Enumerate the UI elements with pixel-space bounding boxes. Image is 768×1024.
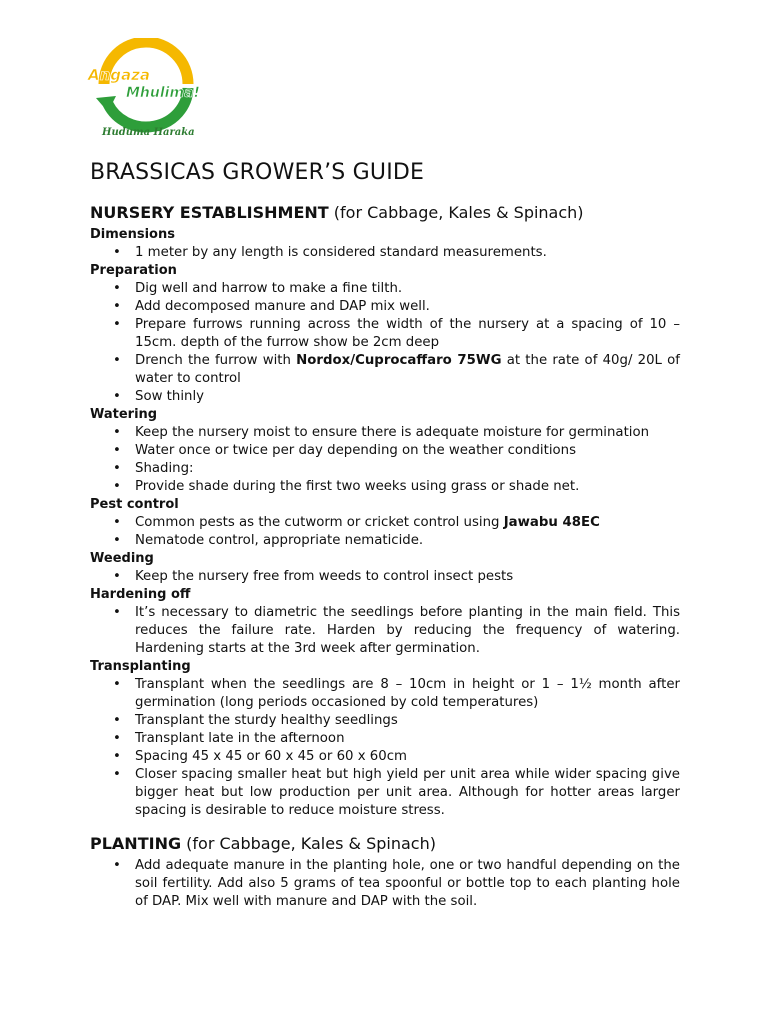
list-item: • 1 meter by any length is considered standard measurements. [90, 244, 680, 262]
product-name: Nordox/Cuprocaffaro 75WG [296, 353, 502, 368]
planting-heading-main: PLANTING [90, 834, 182, 853]
list-item: • Transplant when the seedlings are 8 – 10cm in height or 1 – 1½ month after germination (long periods occasioned by cold temperatures) [90, 676, 680, 712]
list-item: • Shading: [90, 460, 680, 478]
list-item [90, 352, 680, 388]
logo-word-1: Angaza [88, 66, 150, 84]
planting-heading [90, 834, 680, 853]
document-body [90, 160, 680, 911]
list-item: • Closer spacing smaller heat but high yield per unit area while wider spacing give bigger heat but low production per unit area. Although for hotter areas larger spacing is desirable to reduce moisture stress. [90, 766, 680, 820]
list-item: • Add adequate manure in the planting hole, one or two handful depending on the soil fertility. Add also 5 grams of tea spoonful or bottle top to each planting hole of DAP. Mix well with manure and DAP with the soil. [90, 857, 680, 911]
pest-control-list [90, 514, 680, 550]
hardening-off-label: Hardening off [90, 587, 191, 602]
text-run: at the rate of 40g/ 20L of water to control [135, 353, 680, 386]
text-run: Drench the furrow with [135, 353, 297, 368]
list-item: • Keep the nursery free from weeds to control insect pests [90, 568, 680, 586]
logo-tagline: Huduma Haraka [102, 127, 195, 138]
angaza-mkulima-logo [86, 38, 206, 140]
text-run: Common pests as the cutworm or cricket control using [135, 515, 504, 530]
list-item: • Water once or twice per day depending on the weather conditions [90, 442, 680, 460]
nursery-heading-main: NURSERY ESTABLISHMENT [90, 203, 329, 222]
product-name: Jawabu 48EC [503, 515, 600, 530]
list-item: • Transplant late in the afternoon [90, 730, 680, 748]
list-item [90, 514, 680, 532]
document-title: BRASSICAS GROWER’S GUIDE [90, 160, 425, 185]
list-item: • Add decomposed manure and DAP mix well. [90, 298, 680, 316]
transplanting-label: Transplanting [90, 659, 191, 674]
weeding-list [90, 568, 680, 586]
preparation-label: Preparation [90, 263, 177, 278]
transplanting-list [90, 676, 680, 820]
hardening-off-list [90, 604, 680, 658]
watering-label: Watering [90, 407, 158, 422]
list-item: • Keep the nursery moist to ensure there is adequate moisture for germination [90, 424, 680, 442]
weeding-label: Weeding [90, 551, 154, 566]
list-item: • Prepare furrows running across the width of the nursery at a spacing of 10 – 15cm. depth of the furrow show be 2cm deep [90, 316, 680, 352]
list-item: • Transplant the sturdy healthy seedlings [90, 712, 680, 730]
planting-heading-suffix: (for Cabbage, Kales & Spinach) [181, 834, 436, 853]
list-item: • Dig well and harrow to make a fine tilth. [90, 280, 680, 298]
nursery-heading [90, 203, 680, 222]
watering-list [90, 424, 680, 496]
preparation-list [90, 280, 680, 406]
nursery-heading-suffix: (for Cabbage, Kales & Spinach) [328, 203, 584, 222]
list-item: • Sow thinly [90, 388, 680, 406]
pest-control-label: Pest control [90, 497, 179, 512]
list-item: • Provide shade during the first two weeks using grass or shade net. [90, 478, 680, 496]
list-item: • It’s necessary to diametric the seedlings before planting in the main field. This reduces the failure rate. Harden by reducing the frequency of watering. Hardening starts at the 3rd week after germination. [90, 604, 680, 658]
list-item: • Spacing 45 x 45 or 60 x 45 or 60 x 60cm [90, 748, 680, 766]
planting-list [90, 857, 680, 911]
logo-word-2: Mhulima! [126, 85, 200, 101]
list-item: • Nematode control, appropriate nematicide. [90, 532, 680, 550]
dimensions-label: Dimensions [90, 227, 175, 242]
dimensions-list [90, 244, 680, 262]
